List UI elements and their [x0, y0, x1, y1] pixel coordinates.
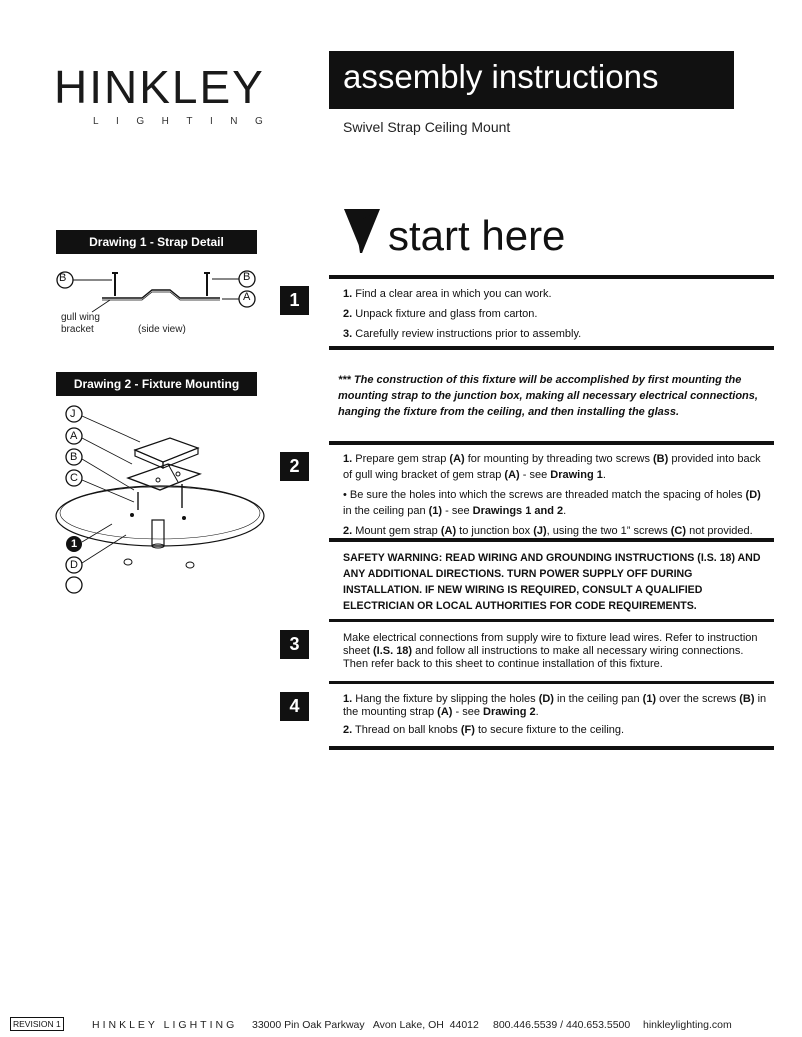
- footer-website: hinkleylighting.com: [643, 1019, 732, 1031]
- step-4-content: 1. Hang the fixture by slipping the holes (D) in the ceiling pan (1) over the screws (B) in the mounting strap (A) - see Drawing 2. 2. Thread on ball knobs (F) to secure fixture to the ceiling.: [343, 693, 767, 737]
- section-rule: [329, 441, 774, 445]
- page-title: assembly instructions: [329, 51, 734, 109]
- callout-1: 1: [71, 538, 78, 550]
- step-number-3: 3: [280, 630, 309, 659]
- step-number-4: 4: [280, 692, 309, 721]
- callout-b2: B: [70, 451, 78, 463]
- brand-logo-sub: LIGHTING: [93, 116, 281, 127]
- drawing2-label: Drawing 2 - Fixture Mounting: [56, 372, 257, 396]
- callout-c: C: [70, 472, 78, 484]
- callout-j: J: [70, 408, 76, 420]
- callout-a2: A: [70, 430, 78, 442]
- footer-address: 33000 Pin Oak Parkway Avon Lake, OH 44012: [252, 1019, 479, 1031]
- safety-warning: SAFETY WARNING: READ WIRING AND GROUNDING INSTRUCTIONS (I.S. 18) AND ANY ADDITIONAL DIRECTIONS. TURN POWER SUPPLY OFF DURING INSTALLATION. IF NEW WIRING IS REQUIRED, CONSULT A QUALIFIED ELECTRICIAN OR LOCAL AUTHORITIES FOR CODE REQUIREMENTS.: [343, 552, 761, 613]
- gull-wing-label-2: bracket: [61, 324, 94, 335]
- footer-phone: 800.446.5539 / 440.653.5500: [493, 1019, 631, 1031]
- section-rule: [329, 681, 774, 684]
- section-rule: [329, 746, 774, 750]
- callout-b-left: B: [59, 272, 67, 284]
- footer-company: HINKLEY LIGHTING: [92, 1019, 238, 1031]
- section-rule: [329, 619, 774, 622]
- callout-d: D: [70, 559, 78, 571]
- step-number-2: 2: [280, 452, 309, 481]
- side-view-label: (side view): [138, 324, 186, 335]
- section-rule: [329, 275, 774, 279]
- brand-logo: HINKLEY: [54, 61, 265, 113]
- strap-detail-drawing: [52, 266, 264, 318]
- gull-wing-label-1: gull wing: [61, 312, 100, 323]
- page-subtitle: Swivel Strap Ceiling Mount: [343, 119, 511, 135]
- start-arrow-icon: [342, 207, 382, 257]
- start-here-heading: start here: [388, 212, 566, 259]
- step-1-content: 1. Find a clear area in which you can work. 2. Unpack fixture and glass from carton. 3. Carefully review instructions prior to assembly.: [343, 288, 582, 340]
- construction-note: *** The construction of this fixture will be accomplished by first mounting the mounting strap to the junction box, making all necessary electrical connections, hanging the fixture from the ceiling, and then installing the glass.: [338, 374, 758, 418]
- step-3-content: Make electrical connections from supply wire to fixture lead wires. Refer to instruction sheet (I.S. 18) and follow all instructions to make all necessary wiring connections. Then refer back to this sheet to continue installation of this fixture.: [343, 632, 758, 671]
- drawing1-label: Drawing 1 - Strap Detail: [56, 230, 257, 254]
- revision-badge: REVISION 1: [10, 1017, 64, 1031]
- step-number-1: 1: [280, 286, 309, 315]
- fixture-mounting-drawing: [50, 402, 270, 597]
- callout-b-right: B: [243, 271, 251, 283]
- callout-a: A: [243, 291, 251, 303]
- step-2-content: 1. Prepare gem strap (A) for mounting by threading two screws (B) provided into back of gull wing bracket of gem strap (A) - see Drawing 1. • Be sure the holes into which the screws are threaded match the spacing of holes (D) in the ceiling pan (1) - see Drawings 1 and 2. 2. Mount gem strap (A) to junction box (J), using the two 1” screws (C) not provided.: [343, 453, 761, 537]
